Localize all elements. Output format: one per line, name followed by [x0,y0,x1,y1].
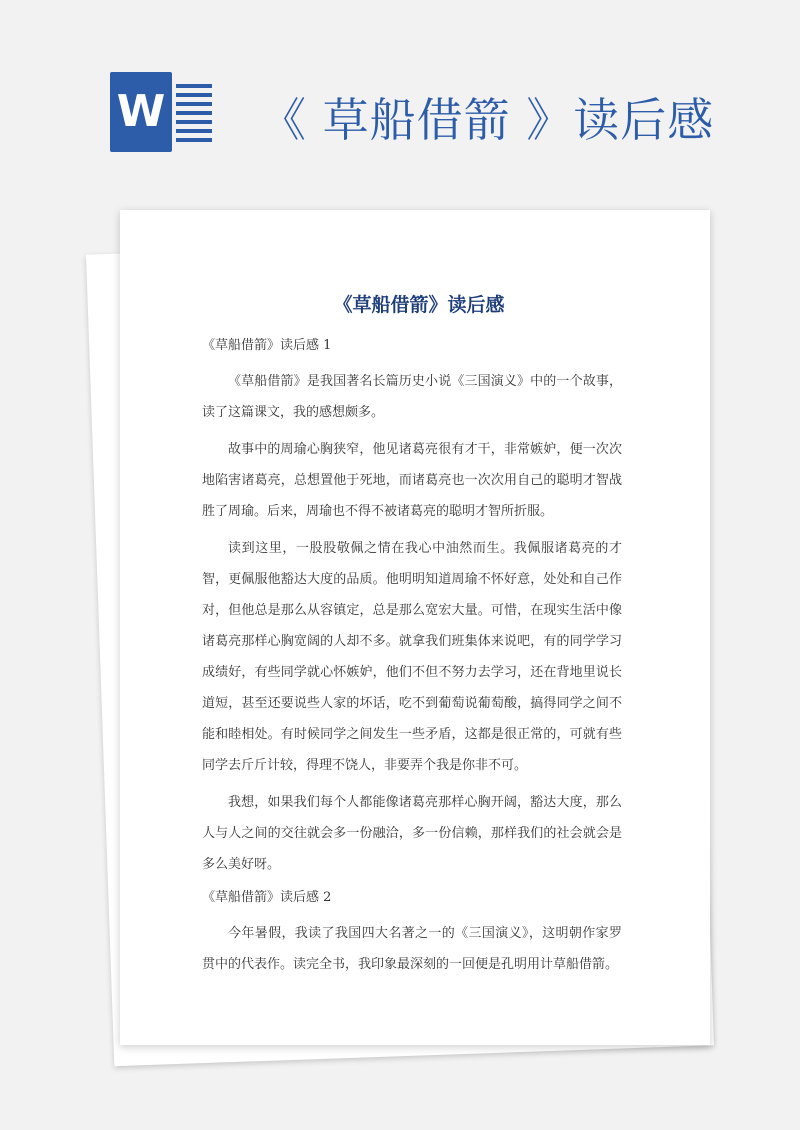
document-title: 《草船借箭》读后感 [333,294,505,316]
paragraph: 我想，如果我们每个人都能像诸葛亮那样心胸开阔，豁达大度，那么人与人之间的交往就会多一份融洽，多一份信赖，那样我们的社会就会是多么美好呀。 [202,795,622,872]
header [0,0,800,190]
header-title: 《 草船借箭 》读后感 [260,93,715,147]
paragraph: 今年暑假，我读了我国四大名著之一的《三国演义》，这明朝作家罗贯中的代表作。读完全书，我印象最深刻的一回便是孔明用计草船借箭。 [202,926,622,972]
word-lines-icon [176,84,212,144]
document-page [120,210,710,1045]
section-heading-2: 《草船借箭》读后感 2 [202,890,332,905]
paragraph: 读到这里，一股股敬佩之情在我心中油然而生。我佩服诸葛亮的才智，更佩服他豁达大度的品质。他明明知道周瑜不怀好意，处处和自己作对，但他总是那么从容镇定，总是那么宽宏大量。可惜，在现实生活中像诸葛亮那样心胸宽阔的人却不多。就拿我们班集体来说吧，有的同学学习成绩好，有些同学就心怀嫉妒，他们不但不努力去学习，还在背地里说长道短，甚至还要说些人家的坏话，吃不到葡萄说葡萄酸，搞得同学之间不能和睦相处。有时候同学之间发生一些矛盾，这都是很正常的，可就有些同学去斤斤计较，得理不饶人，非要弄个我是你非不可。 [202,541,622,773]
section-heading-1: 《草船借箭》读后感 1 [202,338,332,353]
word-logo-icon [110,72,215,152]
paragraph: 《草船借箭》是我国著名长篇历史小说《三国演义》中的一个故事，读了这篇课文，我的感想颇多。 [202,374,622,420]
paragraph: 故事中的周瑜心胸狭窄，他见诸葛亮很有才干，非常嫉妒，便一次次地陷害诸葛亮，总想置他于死地，而诸葛亮也一次次用自己的聪明才智战胜了周瑜。后来，周瑜也不得不被诸葛亮的聪明才智所折服。 [202,442,622,519]
word-w-icon: W [110,72,172,152]
